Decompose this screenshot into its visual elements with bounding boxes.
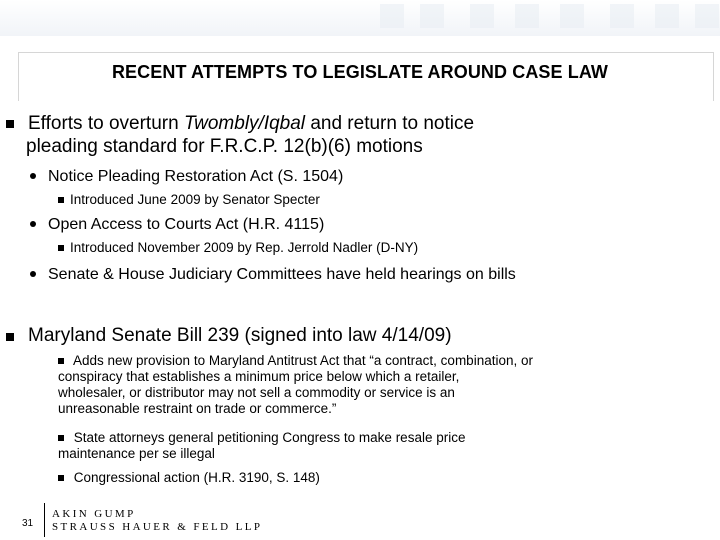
detail-line: wholesaler, or distributor may not sell a commodity or service is an <box>58 385 455 400</box>
square-bullet <box>58 245 64 251</box>
decor-tile <box>560 4 584 28</box>
slide-title: RECENT ATTEMPTS TO LEGISLATE AROUND CASE LAW <box>111 62 609 82</box>
header-band <box>0 0 720 36</box>
bullet-text: Efforts to overturn <box>28 113 184 134</box>
logo-line: STRAUSS HAUER & FELD LLP <box>52 521 263 533</box>
detail-text: Introduced November 2009 by Rep. Jerrold Nadler (D-NY) <box>70 240 419 255</box>
square-bullet <box>58 197 64 203</box>
sub-bullet-text: Senate & House Judiciary Committees have held hearings on bills <box>48 266 516 283</box>
bullet-maryland: Maryland Senate Bill 239 (signed into law 4/14/09) <box>28 325 452 346</box>
decor-tile <box>695 4 719 28</box>
detail-maryland-provision <box>58 353 533 369</box>
dot-bullet <box>30 221 36 227</box>
sub-bullet-text: Notice Pleading Restoration Act (S. 1504) <box>48 168 344 185</box>
detail-text: State attorneys general petitioning Congress to make resale price <box>70 430 466 445</box>
decor-tile <box>655 4 679 28</box>
detail-s1504 <box>58 192 320 208</box>
decor-tile <box>515 4 539 28</box>
page-number: 31 <box>22 518 34 529</box>
decor-tile <box>380 4 404 28</box>
dot-bullet <box>30 271 36 277</box>
bullet-marker <box>6 333 14 341</box>
bullet-text: and return to notice <box>305 113 475 134</box>
detail-text: Congressional action (H.R. 3190, S. 148) <box>70 470 320 485</box>
detail-congressional <box>58 470 320 486</box>
sub-bullet-text: Open Access to Courts Act (H.R. 4115) <box>48 216 325 233</box>
square-bullet <box>58 475 64 481</box>
sub-bullet-s1504 <box>48 167 343 186</box>
detail-text: Adds new provision to Maryland Antitrust Act that “a contract, combination, or <box>70 353 533 368</box>
detail-hr4115 <box>58 240 418 256</box>
bullet-marker <box>6 120 14 128</box>
detail-line: maintenance per se illegal <box>58 446 215 461</box>
firm-logo <box>52 508 262 534</box>
logo-line: AKIN GUMP <box>52 508 136 520</box>
footer-divider <box>44 503 45 537</box>
detail-text: Introduced June 2009 by Senator Specter <box>70 192 320 207</box>
decor-tile <box>610 4 634 28</box>
bullet-efforts <box>28 112 474 135</box>
detail-state-ag <box>58 430 465 446</box>
detail-line: conspiracy that establishes a minimum price below which a retailer, <box>58 369 460 384</box>
bullet-efforts-line2: pleading standard for F.R.C.P. 12(b)(6) motions <box>26 136 423 157</box>
decor-tile <box>470 4 494 28</box>
square-bullet <box>58 358 64 364</box>
sub-bullet-hearings <box>48 265 516 284</box>
dot-bullet <box>30 173 36 179</box>
decor-tile <box>420 4 444 28</box>
sub-bullet-hr4115 <box>48 215 324 234</box>
case-names: Twombly/Iqbal <box>183 113 306 134</box>
detail-line: unreasonable restraint on trade or commerce.” <box>58 401 337 416</box>
square-bullet <box>58 435 64 441</box>
